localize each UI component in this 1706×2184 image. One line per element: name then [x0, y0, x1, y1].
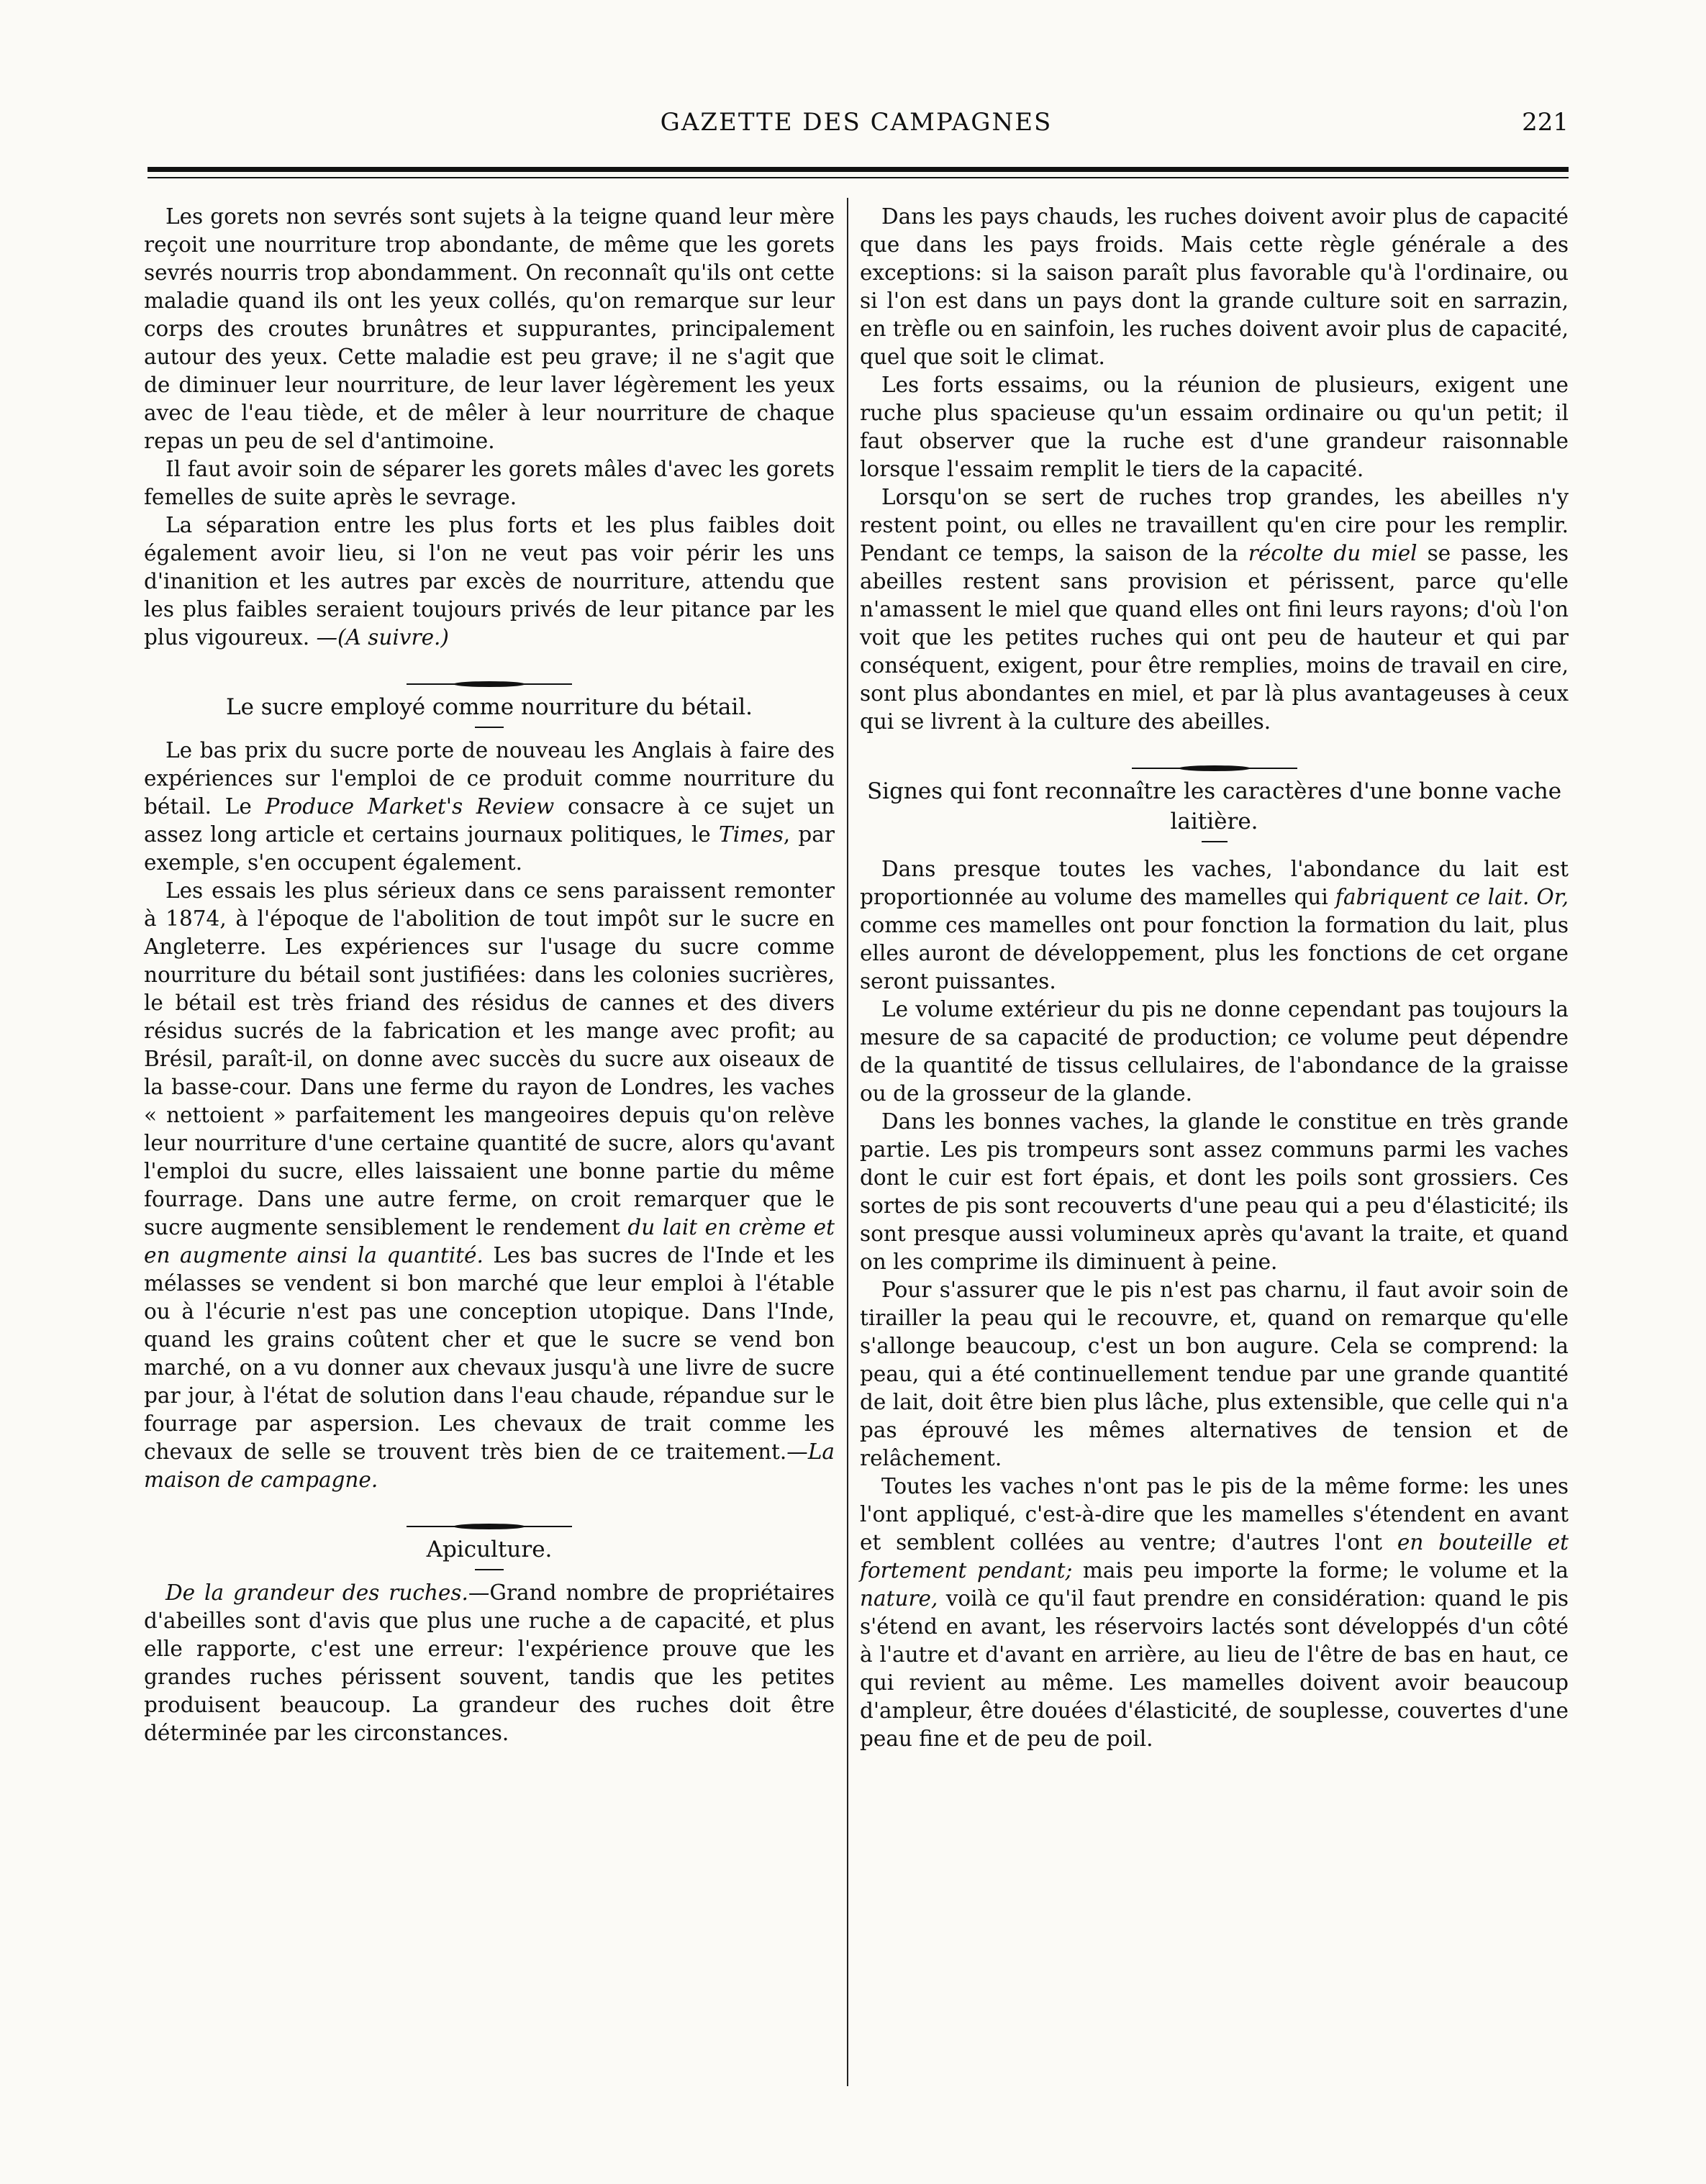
- title-dash: [475, 1569, 504, 1570]
- paragraph: Les essais les plus sérieux dans ce sens paraissent remonter à 1874, à l'époque de l'abolition de tout impôt sur le sucre en Angleterre. Les expériences sur l'usage du sucre comme nourriture du bétail sont justifiées: dans les colonies sucrières, le bétail est très friand des résidus de cannes et des divers résidus sucrés de la fabrication et les mange avec profit; au Brésil, paraît-il, on donne avec succès du sucre aux oiseaux de la basse-cour. Dans une ferme du rayon de Londres, les vaches « nettoient » parfaitement les mangeoires depuis qu'on relève leur nourriture d'une certaine quantité de sucre, alors qu'avant l'emploi du sucre, elles laissaient une bonne partie du même fourrage. Dans une autre ferme, on croit remarquer que le sucre augmente sensiblement le rendement du lait en crème et en augmente ainsi la quantité. Les bas sucres de l'Inde et les mélasses se vendent si bon marché que leur emploi à l'étable ou à l'écurie n'est pas une conception utopique. Dans l'Inde, quand les grains coûtent cher et que le sucre se vend bon marché, on a vu donner aux chevaux jusqu'à une livre de sucre par jour, à l'état de solution dans l'eau chaude, répandue sur le fourrage par aspersion. Les chevaux de trait comme les chevaux de selle se trouvent très bien de ce traitement.—La maison de campagne.: [144, 878, 835, 1492]
- paragraph: Dans les pays chauds, les ruches doivent avoir plus de capacité que dans les pays froids. Mais cette règle générale a des exceptions: si la saison paraît plus favorable qu'à l'ordinaire, ou si l'on est dans un pays dont la grande culture soit en sarrazin, en trèfle ou en sainfoin, les ruches doivent avoir plus de capacité, quel que soit le climat.: [860, 204, 1569, 369]
- journal-name: Produce Market's Review: [265, 794, 555, 819]
- column-divider: [847, 198, 848, 2086]
- article-separator: [144, 1510, 835, 1524]
- right-column: [860, 203, 1569, 1753]
- paragraph: Lorsqu'on se sert de ruches trop grandes, les abeilles n'y restent point, ou elles ne travaillent qu'en cire pour les remplir. Pendant ce temps, la saison de la récolte du miel se passe, les abeilles restent sans provision et périssent, parce qu'elle n'amassent le miel que quand elles ont fini leurs rayons; d'où l'on voit que les petites ruches qui ont peu de hauteur et qui par conséquent, exigent, pour être remplies, moins de travail en cire, sont plus abondantes en miel, et par là plus avantageuses à ceux qui se livrent à la culture des abeilles.: [860, 485, 1569, 734]
- paragraph: De la grandeur des ruches.—Grand nombre de propriétaires d'abeilles sont d'avis que plus une ruche a de capacité, et plus elle rapporte, c'est une erreur: l'expérience prouve que les grandes ruches périssent souvent, tandis que les petites produisent beaucoup. La grandeur des ruches doit être déterminée par les circonstances.: [144, 1580, 835, 1745]
- paragraph-text: La séparation entre les plus forts et les plus faibles doit également avoir lieu, si l'on ne veut pas voir périr les uns d'inanition et les autres par excès de nourriture, attendu que les plus faibles seraient toujours privés de leur pitance par les plus vigoureux.: [144, 513, 835, 650]
- article-title-apiculture: Apiculture.: [426, 1537, 553, 1562]
- article-title-sucre: Le sucre employé comme nourriture du bétail.: [226, 694, 753, 720]
- paragraph: Le bas prix du sucre porte de nouveau les Anglais à faire des expériences sur l'emploi de ce produit comme nourriture du bétail. Le Produce Market's Review consacre à ce sujet un assez long article et certains journaux politiques, le Times, par exemple, s'en occupent également.: [144, 738, 835, 875]
- paragraph: Pour s'assurer que le pis n'est pas charnu, il faut avoir soin de tirailler la peau qui le recouvre, et, quand on remarque qu'elle s'allonge beaucoup, c'est un bon augure. Cela se comprend: la peau, qui a été continuellement tendue par une grande quantité de lait, doit être bien plus lâche, plus extensible, que celle qui n'a pas éprouvé les mêmes alternatives de tension et de relâchement.: [860, 1278, 1569, 1470]
- section-subtitle: De la grandeur des ruches.: [165, 1580, 468, 1605]
- article-separator: [144, 668, 835, 682]
- page-header: [144, 108, 1569, 137]
- to-be-continued: —(A suivre.): [316, 625, 449, 650]
- paragraph: Les forts essaims, ou la réunion de plusieurs, exigent une ruche plus spacieuse qu'un essaim ordinaire ou qu'un petit; il faut observer que la ruche est d'une grandeur raisonnable lorsque l'essaim remplit le tiers de la capacité.: [860, 373, 1569, 481]
- paragraph: Le volume extérieur du pis ne donne cependant pas toujours la mesure de sa capacité de production; ce volume peut dépendre de la quantité de tissus cellulaires, de l'abondance de la graisse ou de la grosseur de la glande.: [860, 997, 1569, 1106]
- page-number: 221: [1522, 108, 1569, 137]
- left-column: [144, 203, 835, 1747]
- article-separator: [860, 752, 1569, 766]
- paragraph: Toutes les vaches n'ont pas le pis de la même forme: les unes l'ont appliqué, c'est-à-dire que les mamelles s'étendent en avant et semblent collées au ventre; d'autres l'ont en bouteille et fortement pendant; mais peu importe la forme; le volume et la nature, voilà ce qu'il faut prendre en considération: quand le pis s'étend en avant, les réservoirs lactés sont développés d'un côté à l'autre et d'avant en arrière, au lieu de l'être de bas en haut, ce qui revient au même. Les mamelles doivent avoir beaucoup d'ampleur, être douées d'élasticité, de souplesse, couvertes d'une peau fine et de peu de poil.: [860, 1474, 1569, 1751]
- title-dash: [1202, 841, 1228, 842]
- journal-times: Times: [719, 822, 784, 847]
- header-rule-thin: [148, 177, 1569, 178]
- paragraph: Dans les bonnes vaches, la glande le constitue en très grande partie. Les pis trompeurs sont assez communs parmi les vaches dont le cuir est fort épais, et dont les poils sont grossiers. Ces sortes de pis sont recouverts d'une peau qui a peu d'élasticité; ils sont presque aussi volumineux après qu'avant la traite, et quand on les comprime ils diminuent à peine.: [860, 1109, 1569, 1274]
- newspaper-title: GAZETTE DES CAMPAGNES: [660, 108, 1053, 137]
- paragraph: Dans presque toutes les vaches, l'abondance du lait est proportionnée au volume des mamelles qui fabriquent ce lait. Or, comme ces mamelles ont pour fonction la formation du lait, plus elles auront de développement, plus les fonctions de cet organe seront puissantes.: [860, 857, 1569, 993]
- title-dash: [475, 727, 504, 728]
- paragraph: Les gorets non sevrés sont sujets à la teigne quand leur mère reçoit une nourriture trop abondante, de même que les gorets sevrés nourris trop abondamment. On reconnaît qu'ils ont cette maladie quand ils ont les yeux collés, qu'on remarque sur leur corps des croutes brunâtres et suppurantes, principalement autour des yeux. Cette maladie est peu grave; il ne s'agit que de diminuer leur nourriture, de leur laver légèrement les yeux avec de l'eau tiède, et de mêler à leur nourriture de chaque repas un peu de sel d'antimoine.: [144, 204, 835, 453]
- header-rule-thick: [148, 167, 1569, 172]
- article-title-vache: Signes qui font reconnaître les caractères d'une bonne vache laitière.: [866, 778, 1562, 834]
- paragraph: Il faut avoir soin de séparer les gorets mâles d'avec les gorets femelles de suite après le sevrage.: [144, 457, 835, 509]
- article-source: La maison de campagne.: [144, 1439, 835, 1492]
- paragraph: [144, 511, 835, 652]
